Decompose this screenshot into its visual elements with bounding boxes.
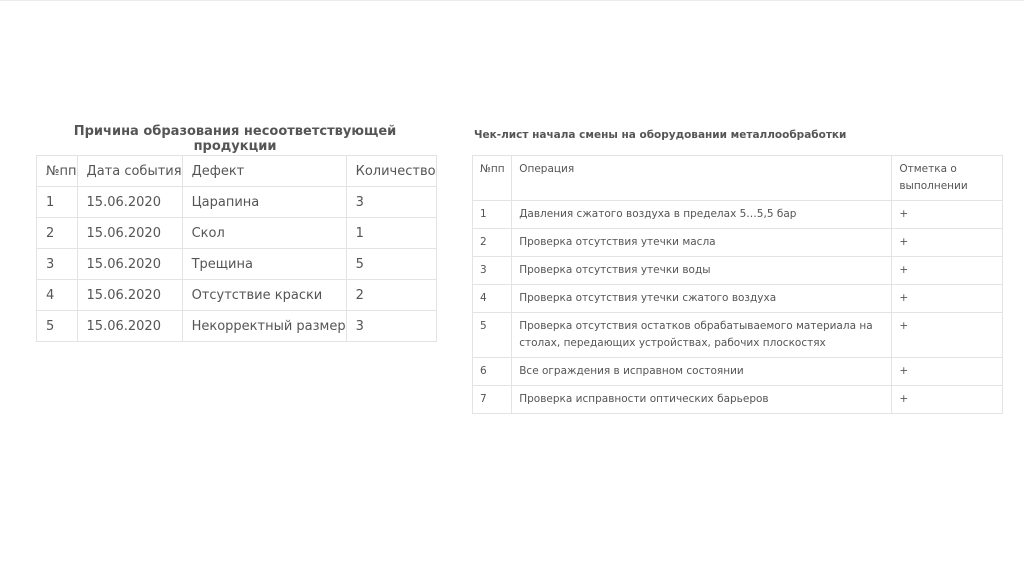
- table-row: [37, 311, 437, 342]
- table-cell: Некорректный размер: [182, 311, 346, 342]
- table-cell: 1: [473, 201, 512, 229]
- top-divider: [0, 0, 1024, 1]
- nonconforming-table-title: Причина образования несоответствующей продукции: [73, 124, 397, 154]
- table-cell: 15.06.2020: [77, 249, 182, 280]
- table-row: [37, 218, 437, 249]
- table-cell: Проверка исправности оптических барьеров: [512, 386, 892, 414]
- column-header: Дата события: [77, 156, 182, 187]
- table-cell: Отсутствие краски: [182, 280, 346, 311]
- table-cell: 7: [473, 386, 512, 414]
- table-cell: Давления сжатого воздуха в пределах 5…5,5 бар: [512, 201, 892, 229]
- table-cell: 3: [37, 249, 78, 280]
- table-cell: 5: [37, 311, 78, 342]
- table-header-row: [37, 156, 437, 187]
- table-row: [473, 229, 1003, 257]
- column-header: Количество: [346, 156, 436, 187]
- table-cell: Проверка отсутствия утечки сжатого воздуха: [512, 285, 892, 313]
- nonconforming-products-table: [36, 155, 437, 342]
- column-header: Дефект: [182, 156, 346, 187]
- table-cell: Проверка отсутствия утечки масла: [512, 229, 892, 257]
- table-cell: 5: [473, 313, 512, 358]
- column-header: Отметка о выполнении: [892, 156, 1003, 201]
- table-row: [473, 201, 1003, 229]
- table-cell: +: [892, 358, 1003, 386]
- table-cell: +: [892, 313, 1003, 358]
- column-header: Операция: [512, 156, 892, 201]
- table-row: [473, 358, 1003, 386]
- table-cell: 2: [346, 280, 436, 311]
- table-cell: 3: [346, 187, 436, 218]
- table-row: [473, 257, 1003, 285]
- table-header-row: [473, 156, 1003, 201]
- table-cell: 15.06.2020: [77, 280, 182, 311]
- table-cell: 4: [473, 285, 512, 313]
- table-cell: 5: [346, 249, 436, 280]
- table-cell: 15.06.2020: [77, 311, 182, 342]
- table-cell: 4: [37, 280, 78, 311]
- table-row: [473, 386, 1003, 414]
- column-header: №пп: [37, 156, 78, 187]
- table-cell: 2: [37, 218, 78, 249]
- table-cell: +: [892, 201, 1003, 229]
- table-row: [37, 280, 437, 311]
- table-cell: 6: [473, 358, 512, 386]
- table-cell: +: [892, 257, 1003, 285]
- table-cell: 15.06.2020: [77, 218, 182, 249]
- table-cell: 3: [346, 311, 436, 342]
- table-cell: +: [892, 285, 1003, 313]
- table-cell: Проверка отсутствия утечки воды: [512, 257, 892, 285]
- table-row: [37, 187, 437, 218]
- table-cell: Царапина: [182, 187, 346, 218]
- table-cell: Скол: [182, 218, 346, 249]
- table-cell: +: [892, 386, 1003, 414]
- table-row: [473, 313, 1003, 358]
- table-cell: 1: [37, 187, 78, 218]
- table-cell: Проверка отсутствия остатков обрабатываемого материала на столах, передающих устройствах, рабочих плоскостях: [512, 313, 892, 358]
- shift-checklist-table: [472, 155, 1003, 414]
- table-cell: 2: [473, 229, 512, 257]
- table-cell: 1: [346, 218, 436, 249]
- table-cell: Трещина: [182, 249, 346, 280]
- table-cell: +: [892, 229, 1003, 257]
- table-row: [37, 249, 437, 280]
- checklist-table-title: Чек-лист начала смены на оборудовании металлообработки: [474, 129, 847, 141]
- table-cell: 15.06.2020: [77, 187, 182, 218]
- table-cell: 3: [473, 257, 512, 285]
- column-header: №пп: [473, 156, 512, 201]
- table-row: [473, 285, 1003, 313]
- table-cell: Все ограждения в исправном состоянии: [512, 358, 892, 386]
